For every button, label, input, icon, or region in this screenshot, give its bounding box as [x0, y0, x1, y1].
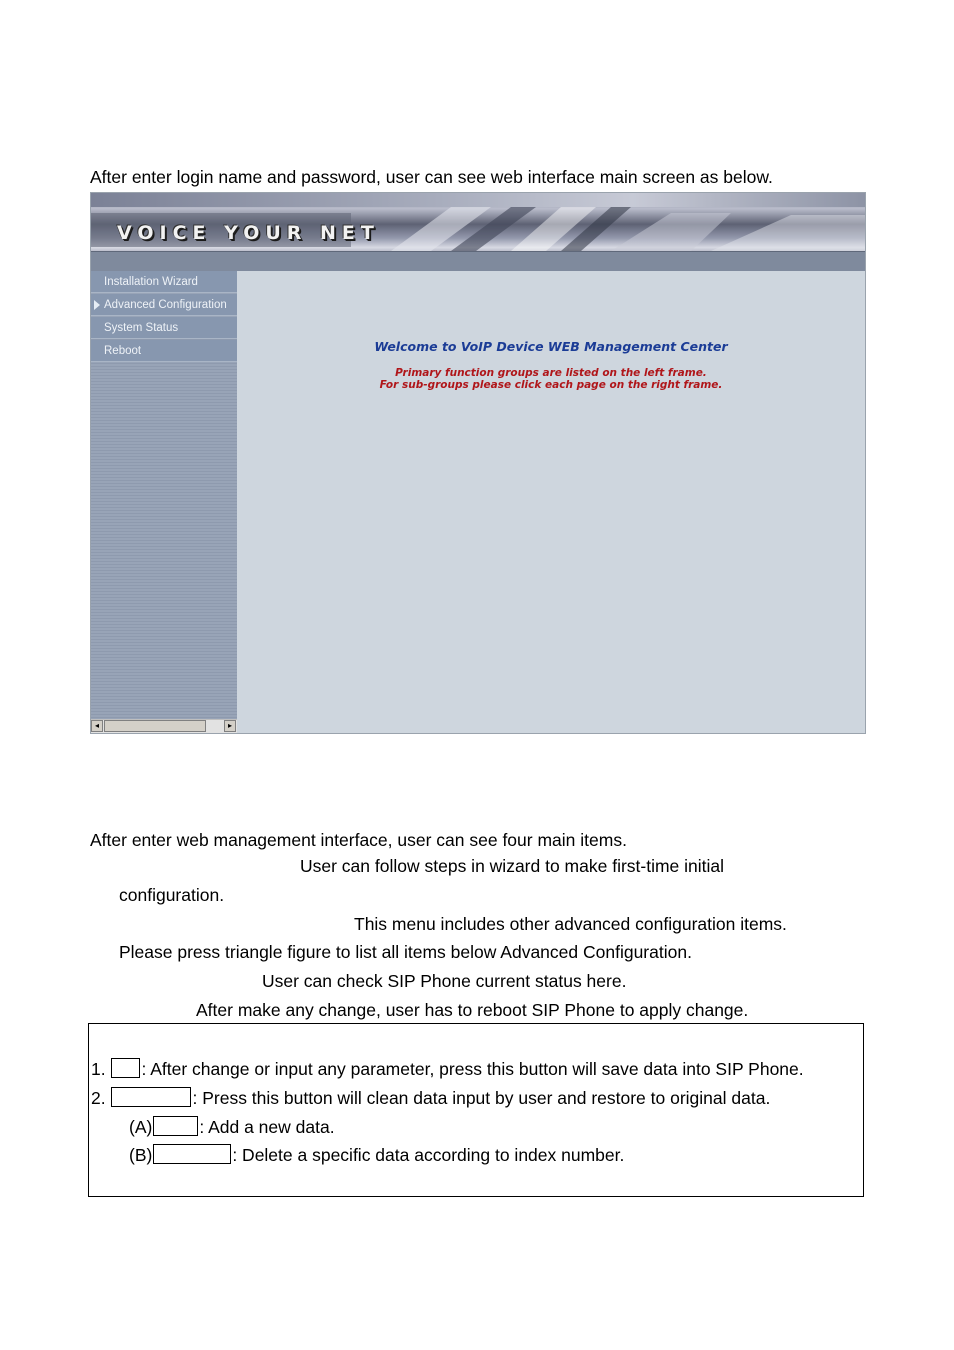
web-interface-screenshot [90, 192, 866, 734]
menu-label: Installation Wizard [104, 276, 198, 288]
menu-label: System Status [104, 322, 179, 334]
sidebar [91, 271, 237, 733]
body-line-4: This menu includes other advanced configuration items. [354, 914, 787, 934]
content-frame [237, 271, 865, 733]
item-number: 2. [91, 1088, 106, 1108]
note-item-1 [91, 1059, 804, 1080]
body-line-6: User can check SIP Phone current status here. [262, 971, 627, 991]
horizontal-scrollbar[interactable] [91, 719, 237, 734]
item-text: : Delete a specific data according to index number. [232, 1145, 625, 1165]
body-line-5: Please press triangle figure to list all items below Advanced Configuration. [119, 942, 692, 962]
item-number: (A) [129, 1117, 153, 1137]
note-item-a [129, 1117, 335, 1138]
menu-item-reboot[interactable] [91, 340, 237, 362]
welcome-title: Welcome to VoIP Device WEB Management Center [374, 339, 728, 354]
note-box [88, 1023, 864, 1197]
scroll-left-icon[interactable]: ◂ [91, 720, 103, 732]
note-item-b [129, 1145, 624, 1166]
menu-label: Reboot [104, 345, 142, 357]
welcome-text-line-2: For sub-groups please click each page on the right frame. [379, 379, 723, 391]
logo-text: VOICE YOUR NET [117, 222, 380, 244]
menu-label: Advanced Configuration [104, 299, 227, 311]
item-text: : After change or input any parameter, press this button will save data into SIP Phone. [141, 1059, 804, 1079]
body-line-2: User can follow steps in wizard to make first-time initial [300, 856, 725, 876]
scroll-thumb[interactable] [104, 720, 206, 732]
intro-paragraph: After enter login name and password, user can see web interface main screen as below. [90, 167, 773, 187]
item-number: (B) [129, 1145, 153, 1165]
body-line-1: After enter web management interface, user can see four main items. [90, 830, 627, 850]
menu-item-advanced-configuration[interactable] [91, 294, 237, 316]
menu-item-system-status[interactable] [91, 317, 237, 339]
expand-triangle-icon[interactable] [94, 300, 100, 310]
banner [91, 193, 865, 271]
item-number: 1. [91, 1059, 106, 1079]
body-line-7: After make any change, user has to reboot SIP Phone to apply change. [196, 1000, 749, 1020]
save-button-placeholder [111, 1058, 140, 1078]
item-text: : Add a new data. [199, 1117, 335, 1137]
menu-item-installation-wizard[interactable] [91, 271, 237, 293]
note-item-2 [91, 1088, 770, 1109]
welcome-text-line-1: Primary function groups are listed on the left frame. [395, 367, 707, 379]
delete-button-placeholder [153, 1144, 231, 1164]
body-line-3: configuration. [119, 885, 225, 905]
item-text: : Press this button will clean data input by user and restore to original data. [192, 1088, 771, 1108]
scroll-right-icon[interactable]: ▸ [224, 720, 236, 732]
add-button-placeholder [153, 1116, 198, 1136]
reset-button-placeholder [111, 1087, 191, 1107]
